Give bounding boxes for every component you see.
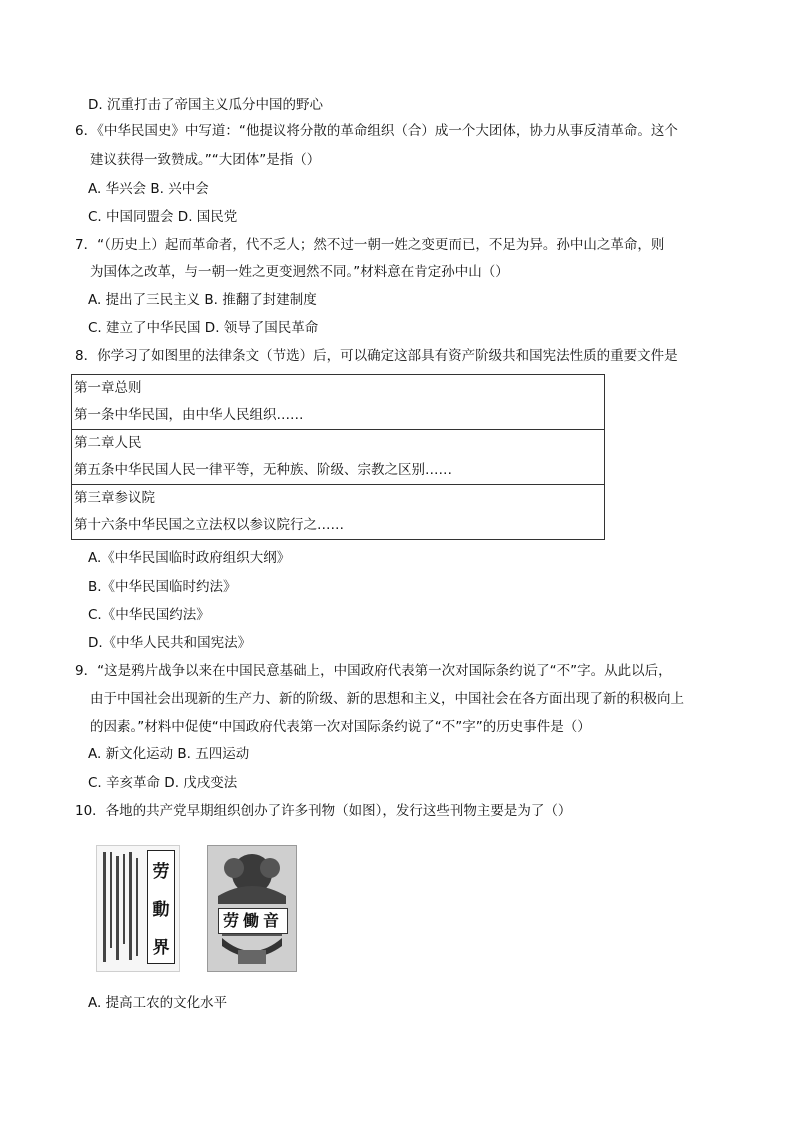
q6-options-cd: C. 中国同盟会 D. 国民党 [88, 209, 238, 225]
cover-title: 劳働音 [218, 908, 288, 934]
masthead-char: 界 [152, 938, 170, 958]
q6-stem-line2: 建议获得一致赞成。”“大团体”是指（） [90, 152, 321, 168]
article-5: 第五条中华民国人民一律平等，无种族、阶级、宗教之区别…… [74, 462, 452, 478]
chapter-1-heading: 第一章总则 [74, 380, 142, 396]
q9-stem-line2: 由于中国社会出现新的生产力、新的阶级、新的思想和主义，中国社会在各方面出现了新的积极向上 [90, 691, 684, 707]
q7-stem-line2: 为国体之改革，与一朝一姓之更变迥然不同。”材料意在肯定孙中山（） [90, 264, 509, 280]
q9-options-cd: C. 辛亥革命 D. 戊戌变法 [88, 775, 238, 791]
q8-stem: 8．你学习了如图里的法律条文（节选）后，可以确定这部具有资产阶级共和国宪法性质的重要文件是 [75, 348, 678, 364]
article-16: 第十六条中华民国之立法权以参议院行之…… [74, 517, 344, 533]
q5-option-d: D. 沉重打击了帝国主义瓜分中国的野心 [88, 97, 323, 113]
newspaper-image-labor-world [96, 845, 180, 972]
masthead-box [147, 850, 175, 964]
q8-option-a: A.《中华民国临时政府组织大纲》 [88, 550, 291, 566]
q9-stem-line1: 9．“这是鸦片战争以来在中国民意基础上，中国政府代表第一次对国际条约说了“不”字。从此以后， [75, 663, 672, 679]
q7-options-cd: C. 建立了中华民国 D. 领导了国民革命 [88, 320, 319, 336]
q7-stem-line1: 7．“（历史上）起而革命者，代不乏人；然不过一朝一姓之变更而已，不足为异。孙中山之革命，则 [75, 237, 665, 253]
law-excerpt-table [71, 374, 605, 540]
q6-options-ab: A. 华兴会 B. 兴中会 [88, 181, 209, 197]
masthead-char: 劳 [152, 862, 170, 882]
q8-option-c: C.《中华民国约法》 [88, 607, 210, 623]
q10-option-a: A. 提高工农的文化水平 [88, 995, 228, 1011]
q6-stem-line1: 6．《中华民国史》中写道：“他提议将分散的革命组织（合）成一个大团体，协力从事反清革命。这个 [75, 123, 678, 139]
chapter-2-heading: 第二章人民 [74, 435, 142, 451]
newspaper-image-labor-voice [207, 845, 297, 972]
q8-option-d: D.《中华人民共和国宪法》 [88, 635, 252, 651]
article-1: 第一条中华民国，由中华人民组织…… [74, 407, 304, 423]
q10-stem: 10．各地的共产党早期组织创办了许多刊物（如图），发行这些刊物主要是为了（） [75, 803, 572, 819]
q9-options-ab: A. 新文化运动 B. 五四运动 [88, 746, 250, 762]
q9-stem-line3: 的因素。”材料中促使“中国政府代表第一次对国际条约说了“不”字”的历史事件是（） [90, 719, 591, 735]
masthead-char: 動 [152, 900, 170, 920]
table-row [72, 375, 605, 430]
table-row [72, 485, 605, 540]
chapter-3-heading: 第三章参议院 [74, 490, 155, 506]
table-row [72, 430, 605, 485]
q7-options-ab: A. 提出了三民主义 B. 推翻了封建制度 [88, 292, 317, 308]
q8-option-b: B.《中华民国临时约法》 [88, 579, 237, 595]
